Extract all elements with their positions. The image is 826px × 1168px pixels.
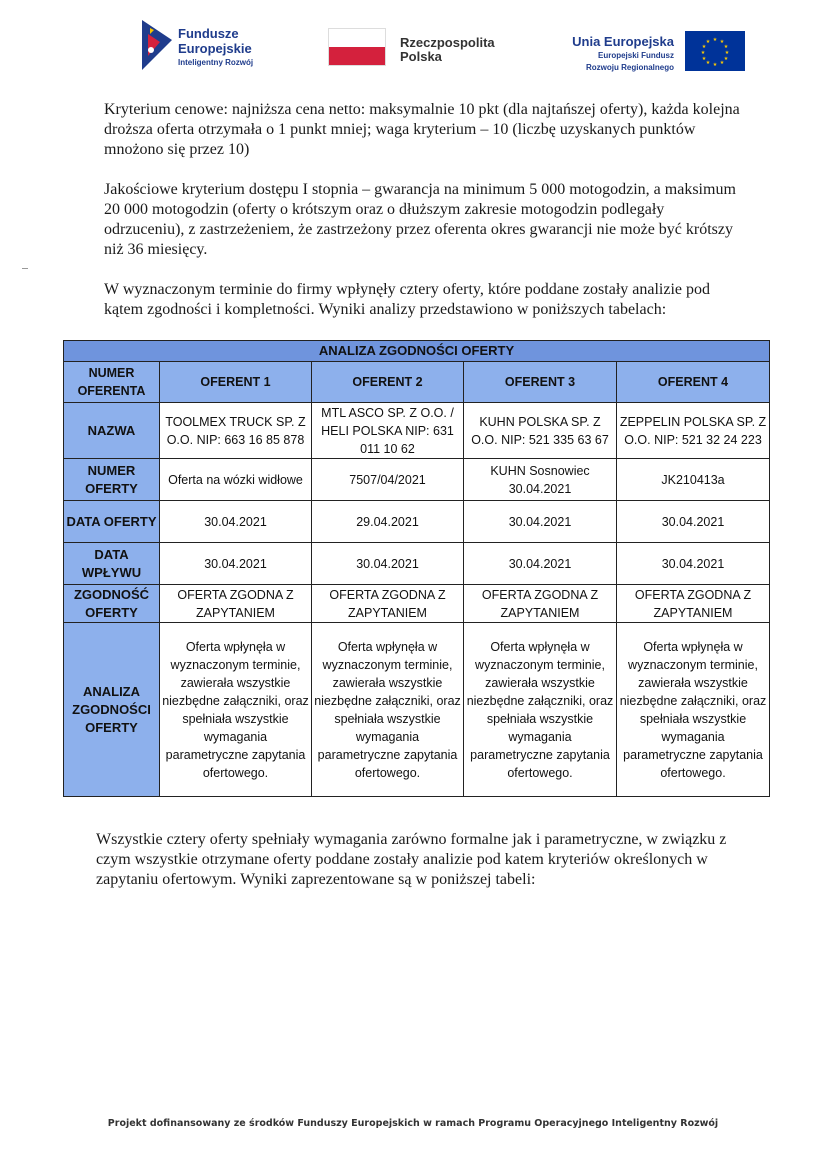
row-label: DATA WPŁYWU [64,543,160,585]
row-label: DATA OFERTY [64,501,160,543]
table-row [64,623,770,797]
fundusze-europejskie-logo [178,26,253,67]
table-row [64,585,770,623]
table-cell: MTL ASCO SP. Z O.O. / HELI POLSKA NIP: 631 011 10 62 [312,403,464,459]
svg-text:★: ★ [712,62,718,68]
svg-text:★: ★ [712,37,718,43]
summary-paragraph: Wszystkie cztery oferty spełniały wymagania zarówno formalne jak i parametryczne, w związku z czym wszystkie otrzymane oferty poddane zostały analizie pod katem kryteriów określonych w zapytaniu ofertowym. Wyniki zaprezentowane są w poniższej tabeli: [96,831,727,888]
column-header: OFERENT 2 [312,362,464,403]
table-cell: OFERTA ZGODNA Z ZAPYTANIEM [464,585,617,623]
svg-text:★: ★ [700,50,706,56]
table-cell: Oferta wpłynęła w wyznaczonym terminie, zawierała wszystkie niezbędne załączniki, oraz spełniała wszystkie wymagania parametryczne zapytania ofertowego. [617,623,770,797]
row-label: ANALIZA ZGODNOŚCI OFERTY [64,623,160,797]
table-row [64,459,770,501]
table-cell: 30.04.2021 [160,501,312,543]
quality-criterion-paragraph: Jakościowe kryterium dostępu I stopnia – gwarancja na minimum 5 000 motogodzin, a maksimum 20 000 motogodzin (oferty o krótszym oraz o dłuższym zakresie motogodzin podlegały odrzuceniu), z zastrzeżeniem, że zastrzeżony przez oferenta okres gwarancji nie może być krótszy niż 36 miesięcy. [104,181,736,258]
fundusze-europejskie-icon [142,20,172,70]
svg-text:★: ★ [705,60,711,66]
footer-note: Projekt dofinansowany ze środków Funduszy Europejskich w ramach Programu Operacyjnego Inteligentny Rozwój [107,1118,719,1129]
fe-line3: Inteligentny Rozwój [178,58,254,67]
ue-line2: Europejski Fundusz [597,51,674,60]
table-cell: 29.04.2021 [312,501,464,543]
table-cell: Oferta wpłynęła w wyznaczonym terminie, zawierała wszystkie niezbędne załączniki, oraz spełniała wszystkie wymagania parametryczne zapytania ofertowego. [464,623,617,797]
table-cell: 30.04.2021 [464,501,617,543]
table-cell: OFERTA ZGODNA Z ZAPYTANIEM [312,585,464,623]
eu-flag-icon [685,31,745,71]
logo-bar [0,18,826,78]
corner-label: NUMER OFERENTA [64,362,160,403]
svg-text:★: ★ [701,44,707,50]
fe-line2: Europejskie [178,41,252,56]
pl-line2: Polska [400,49,442,64]
row-label: NUMER OFERTY [64,459,160,501]
svg-text:★: ★ [705,39,711,45]
table-cell: 30.04.2021 [617,543,770,585]
table-cell: 30.04.2021 [464,543,617,585]
table-cell: Oferta wpłynęła w wyznaczonym terminie, zawierała wszystkie niezbędne załączniki, oraz spełniała wszystkie wymagania parametryczne zapytania ofertowego. [160,623,312,797]
table-cell: 30.04.2021 [160,543,312,585]
table-row [64,501,770,543]
svg-text:★: ★ [719,39,725,45]
margin-mark [22,268,28,269]
svg-text:★: ★ [723,44,729,50]
analysis-table [63,340,770,797]
table-title: ANALIZA ZGODNOŚCI OFERTY [64,341,770,362]
table-cell: 30.04.2021 [312,543,464,585]
svg-text:★: ★ [724,50,730,56]
table-cell: ZEPPELIN POLSKA SP. Z O.O. NIP: 521 32 24 223 [617,403,770,459]
table-cell: 7507/04/2021 [312,459,464,501]
row-label: NAZWA [64,403,160,459]
ue-line3: Rozwoju Regionalnego [586,63,674,72]
table-cell: KUHN POLSKA SP. Z O.O. NIP: 521 335 63 67 [464,403,617,459]
svg-text:★: ★ [719,60,725,66]
column-header: OFERENT 1 [160,362,312,403]
rzeczpospolita-logo [400,36,495,64]
table-cell: KUHN Sosnowiec 30.04.2021 [464,459,617,501]
pl-line1: Rzeczpospolita [400,35,495,50]
polish-flag-icon [328,28,386,66]
table-cell: OFERTA ZGODNA Z ZAPYTANIEM [160,585,312,623]
ue-line1: Unia Europejska [572,34,674,49]
svg-text:★: ★ [701,56,707,62]
intro-paragraph: W wyznaczonym terminie do firmy wpłynęły cztery oferty, które poddane zostały analizie pod kątem zgodności i kompletności. Wyniki analizy przedstawiono w poniższych tabelach: [104,281,711,318]
table-cell: OFERTA ZGODNA Z ZAPYTANIEM [617,585,770,623]
column-header: OFERENT 4 [617,362,770,403]
table-cell: Oferta na wózki widłowe [160,459,312,501]
table-cell: 30.04.2021 [617,501,770,543]
table-cell: Oferta wpłynęła w wyznaczonym terminie, zawierała wszystkie niezbędne załączniki, oraz spełniała wszystkie wymagania parametryczne zapytania ofertowego. [312,623,464,797]
row-label: ZGODNOŚĆ OFERTY [64,585,160,623]
fe-line1: Fundusze [178,26,239,41]
table-row [64,403,770,459]
table-cell: JK210413a [617,459,770,501]
unia-europejska-logo [572,34,674,73]
table-cell: TOOLMEX TRUCK SP. Z O.O. NIP: 663 16 85 878 [160,403,312,459]
price-criterion-paragraph: Kryterium cenowe: najniższa cena netto: maksymalnie 10 pkt (dla najtańszej oferty), każda kolejna droższa oferta otrzymała o 1 punkt mniej; waga kryterium – 10 (liczbę uzyskanych punktów mnożono się przez 10) [104,101,740,158]
svg-text:★: ★ [723,56,729,62]
table-row [64,543,770,585]
column-header: OFERENT 3 [464,362,617,403]
